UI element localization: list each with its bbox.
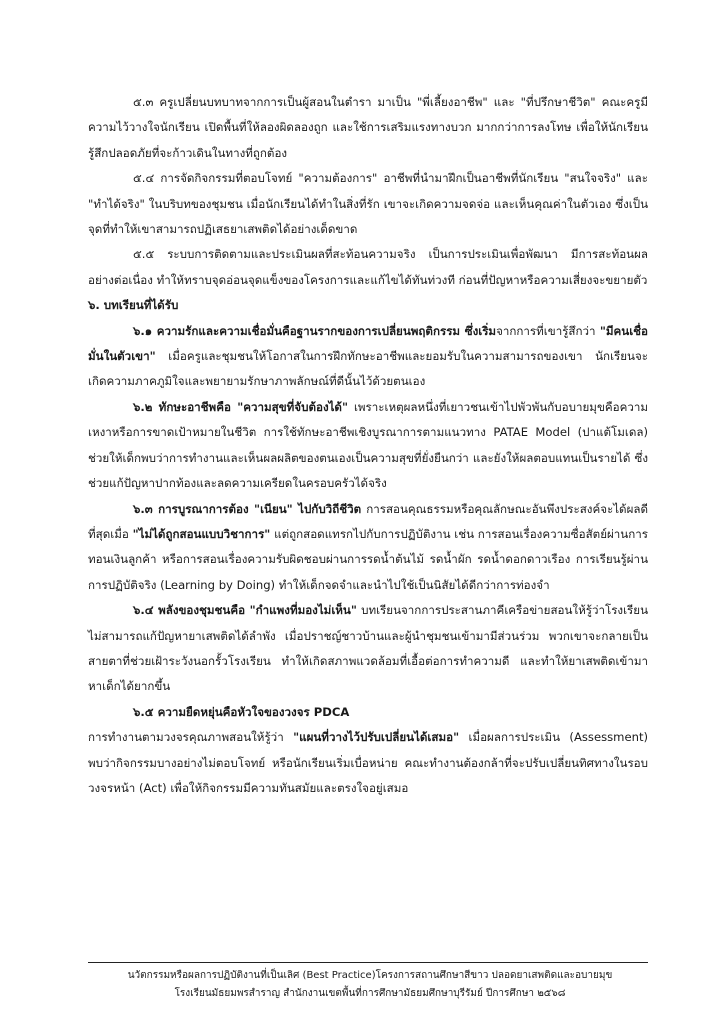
paragraph-6-1 (88, 319, 648, 395)
paragraph-6-4 (88, 598, 648, 700)
text-6-3-a: การสอนคุณธรรมหรือคุณลักษณะอันพึงประสงค์จะได้ผลดีที่สุดเมื่อ (88, 501, 649, 541)
text-6-3-b: แต่ถูกสอดแทรกไปกับการปฏิบัติงาน เช่น การสอนเรื่องความซื่อสัตย์ผ่านการทอนเงินลูกค้า หรือการสอนเรื่องความรับผิดชอบผ่านการรดน้ำต้นไม้ รดน้ำผัก รดน้ำดอกดาวเรือง การเรียนรู้ผ่านการปฏิบัติจริง (Learning by Doing) ทำให้เด็กจดจำและนำไปใช้เป็นนิสัยได้ดีกว่าการท่องจำ (88, 526, 648, 592)
heading-6-5: ๖.๕ ความยืดหยุ่นคือหัวใจของวงจร PDCA (133, 704, 350, 719)
paragraph-6-3 (88, 497, 648, 599)
bold-6-5: "แผนที่วางไว้ปรับเปลี่ยนได้เสมอ" (293, 730, 460, 745)
text-6-2-rest: เพราะเหตุผลหนึ่งที่เยาวชนเข้าไปพัวพันกับอบายมุขคือความเหงาหรือการขาดเป้าหมายในชีวิต การใช้ทักษะอาชีพเชิงบูรณาการตามแนวทาง PATAE Model (ปาแต้โมเดล) ช่วยให้เด็กพบว่าการทำงานและเห็นผลผลิตของตนเองเป็นความสุขที่ยั่งยืนกว่า และยังให้ผลตอบแทนเป็นรายได้ ซึ่งช่วยแก้ปัญหาปากท้องและลดความเครียดในครอบครัวได้จริง (88, 399, 649, 491)
text-6-1-rest: เมื่อครูและชุมชนให้โอกาสในการฝึกทักษะอาชีพและยอมรับในความสามารถของเขา นักเรียนจะเกิดความภาคภูมิใจและพยายามรักษาภาพลักษณ์ที่ดีนั้นไว้ด้วยตนเอง (88, 349, 648, 389)
heading-6-4: ๖.๔ พลังของชุมชนคือ "กำแพงที่มองไม่เห็น" (133, 603, 357, 618)
paragraph-5-5: ๕.๕ ระบบการติดตามและประเมินผลที่สะท้อนความจริง เป็นการประเมินเพื่อพัฒนา มีการสะท้อนผล อย่างต่อเนื่อง ทำให้ทราบจุดอ่อนจุดแข็งของโครงการและแก้ไขได้ทันท่วงที ก่อนที่ปัญหาหรือความเสี่ยงจะขยายตัว (88, 247, 648, 287)
footer-divider (88, 962, 648, 963)
page-footer (80, 967, 660, 1003)
footer-line-1: นวัตกรรมหรือผลการปฏิบัติงานที่เป็นเลิศ (Best Practice)โครงการสถานศึกษาสีขาว ปลอดยาเสพติดและอบายมุข (127, 970, 613, 981)
heading-6-3: ๖.๓ การบูรณาการต้อง "เนียน" ไปกับวิถีชีวิต (133, 501, 362, 516)
text-6-5-b: เมื่อผลการประเมิน (Assessment) พบว่ากิจกรรมบางอย่างไม่ตอบโจทย์ หรือนักเรียนเริ่มเบื่อหน่าย คณะทำงานต้องกล้าที่จะปรับเปลี่ยนทิศทางในรอบวงจรหน้า (Act) เพื่อให้กิจกรรมมีความทันสมัยและตรงใจอยู่เสมอ (88, 730, 649, 795)
text-6-5-a: การทำงานตามวงจรคุณภาพสอนให้รู้ว่า (88, 730, 294, 745)
bold-6-3: "ไม่ได้ถูกสอนแบบวิชาการ" (132, 526, 271, 541)
text-6-1-mid: จากการที่เขารู้สึกว่า (496, 323, 600, 338)
paragraph-5-3: ๕.๓ ครูเปลี่ยนบทบาทจากการเป็นผู้สอนในตำรา มาเป็น "พี่เลี้ยงอาชีพ" และ "ที่ปรึกษาชีวิต" คณะครูมีความไว้วางใจนักเรียน เปิดพื้นที่ให้ลองผิดลองถูก และใช้การเสริมแรงทางบวก มากกว่าการลงโทษ เพื่อให้นักเรียนรู้สึกปลอดภัยที่จะก้าวเดินในทางที่ถูกต้อง (88, 95, 648, 160)
heading-6-1: ๖.๑ ความรักและความเชื่อมั่นคือฐานรากของการเปลี่ยนพฤติกรรม ซึ่งเริ่ม (133, 323, 497, 338)
paragraph-6-5 (88, 725, 648, 801)
footer-line-2: โรงเรียนมัธยมพรสำราญ สำนักงานเขตพื้นที่การศึกษามัธยมศึกษาบุรีรัมย์ ปีการศึกษา ๒๕๖๘ (174, 988, 566, 999)
text-6-4-rest: บทเรียนจากการประสานภาคีเครือข่ายสอนให้รู้ว่าโรงเรียนไม่สามารถแก้ปัญหายาเสพติดได้ลำพัง เมื่อปราชญ์ชาวบ้านและผู้นำชุมชนเข้ามามีส่วนร่วม พวกเขาจะกลายเป็นสายตาที่ช่วยเฝ้าระวังนอกรั้วโรงเรียน ทำให้เกิดสภาพแวดล้อมที่เอื้อต่อการทำความดี และทำให้ยาเสพติดเข้ามาหาเด็กได้ยากขึ้น (88, 603, 648, 694)
paragraph-5-4: ๕.๔ การจัดกิจกรรมที่ตอบโจทย์ "ความต้องการ" อาชีพที่นำมาฝึกเป็นอาชีพที่นักเรียน "สนใจจริง" และ "ทำได้จริง" ในบริบทของชุมชน เมื่อนักเรียนได้ทำในสิ่งที่รัก เขาจะเกิดความจดจ่อ และเห็นคุณค่าในตัวเอง ซึ่งเป็นจุดที่ทำให้เขาสามารถปฏิเสธยาเสพติดได้อย่างเด็ดขาด (88, 171, 648, 237)
document-body (88, 90, 648, 801)
heading-6-2: ๖.๒ ทักษะอาชีพคือ "ความสุขที่จับต้องได้" (133, 399, 349, 414)
paragraph-6-2 (88, 395, 648, 497)
section-6-title: ๖. บทเรียนที่ได้รับ (88, 298, 179, 313)
quote-6-1: "มีคนเชื่อมั่นในตัวเขา" (88, 323, 648, 364)
